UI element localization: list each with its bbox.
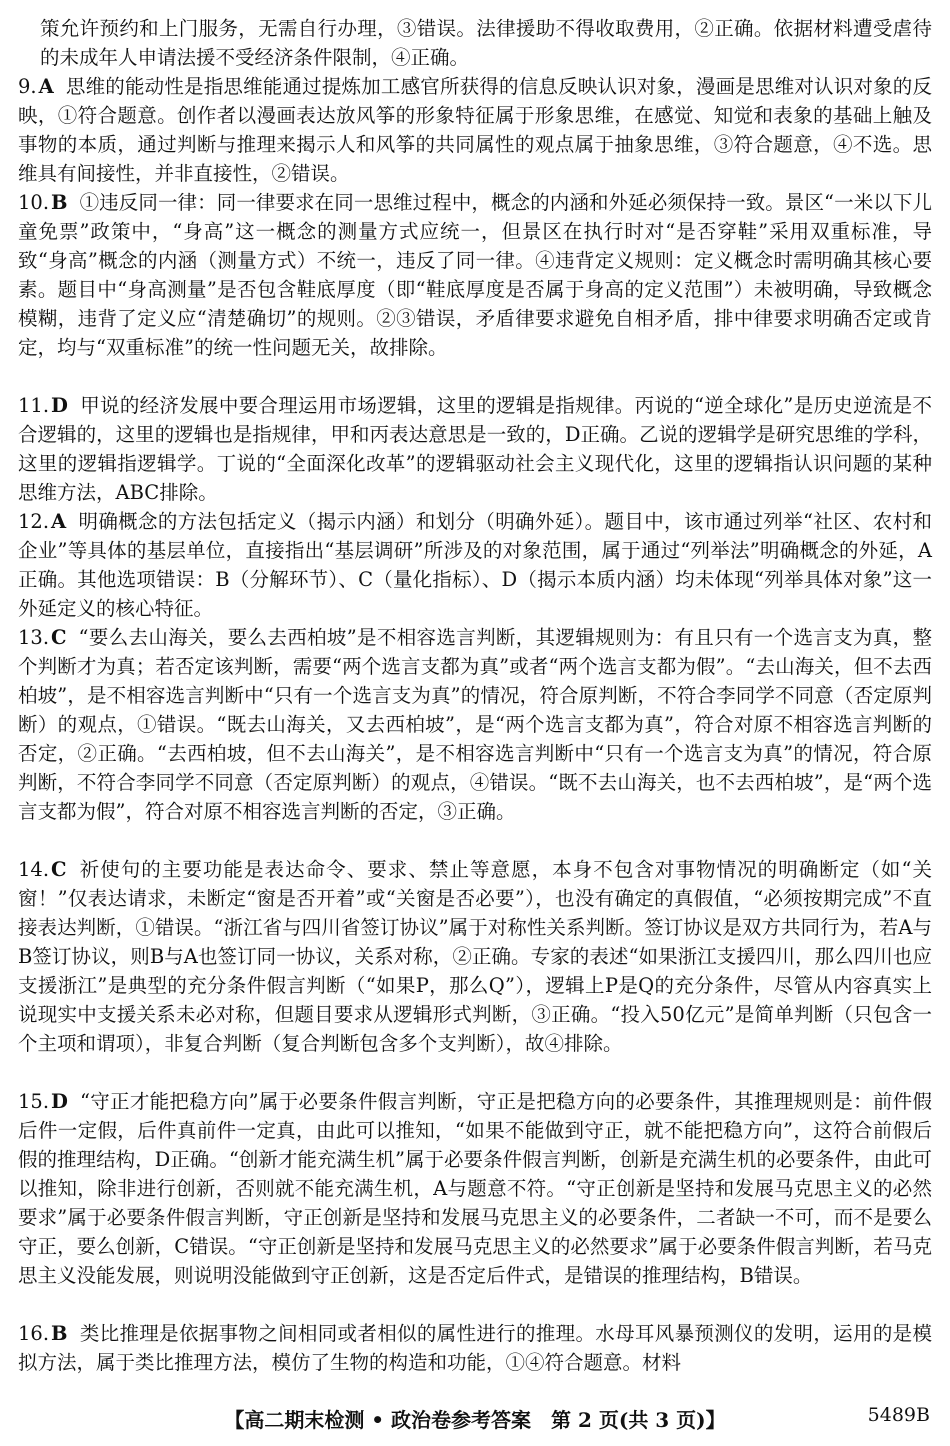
footer-code: 5489B: [867, 1404, 930, 1426]
explanation-text: 类比推理是依据事物之间相同或者相似的属性进行的推理。水母耳风暴预测仪的发明，运用的是模拟方法，属于类比推理方法，模仿了生物的构造和功能，①④符合题意。材料: [18, 1322, 932, 1374]
explanation-text: “守正才能把稳方向”属于必要条件假言判断，守正是把稳方向的必要条件，其推理规则是：前件假后件一定假，后件真前件一定真，由此可以推知，“如果不能做到守正，就不能把稳方向”，这符合前假后假的推理结构，D正确。“创新才能充满生机”属于必要条件假言判断，创新是充满生机的必要条件，由此可以推知，除非进行创新，否则就不能充满生机，A与题意不符。“守正创新是坚持和发展马克思主义的必然要求”属于必要条件假言判断，守正创新是坚持和发展马克思主义的必要条件，二者缺一不可，而不是要么守正，要么创新，C错误。“守正创新是坚持和发展马克思主义的必然要求”属于必要条件假言判断，若马克思主义没能发展，则说明没能做到守正创新，这是否定后件式，是错误的推理结构，B错误。: [18, 1090, 932, 1287]
answer-letter: C: [51, 858, 67, 881]
answer-letter: B: [51, 191, 68, 214]
explanation-text: 甲说的经济发展中要合理运用市场逻辑，这里的逻辑是指规律。丙说的“逆全球化”是历史逆流是不合逻辑的，这里的逻辑也是指规律，甲和丙表达意思是一致的，D正确。乙说的逻辑学是研究思维的学科，这里的逻辑指逻辑学。丁说的“全面深化改革”的逻辑驱动社会主义现代化，这里的逻辑指认识问题的某种思维方法，ABC排除。: [18, 394, 932, 504]
answer-letter: D: [51, 394, 68, 417]
answer-item-15: [18, 1087, 932, 1290]
explanation-text: ①违反同一律：同一律要求在同一思维过程中，概念的内涵和外延必须保持一致。景区“一米以下儿童免票”政策中，“身高”这一概念的测量方式应统一，但景区在执行时对“是否穿鞋”采用双重标准，导致“身高”概念的内涵（测量方式）不统一，违反了同一律。④违背定义规则：定义概念时需明确其核心要素。题目中“身高测量”是否包含鞋底厚度（即“鞋底厚度是否属于身高的定义范围”）未被明确，导致概念模糊，违背了定义应“清楚确切”的规则。②③错误，矛盾律要求避免自相矛盾，排中律要求明确否定或肯定，均与“双重标准”的统一性问题无关，故排除。: [18, 191, 932, 359]
answer-letter: D: [51, 1090, 68, 1113]
answer-item-11: [18, 391, 932, 507]
question-number: 11.: [18, 394, 50, 417]
answer-item-10: [18, 188, 932, 362]
question-number: 10.: [18, 191, 50, 214]
explanation-text: 祈使句的主要功能是表达命令、要求、禁止等意愿，本身不包含对事物情况的明确断定（如“关窗！”仅表达请求，未断定“窗是否开着”或“关窗是否必要”），也没有确定的真假值，“必须按期完成”不直接表达判断，①错误。“浙江省与四川省签订协议”属于对称性关系判断。签订协议是双方共同行为，若A与B签订协议，则B与A也签订同一协议，关系对称，②正确。专家的表述“如果浙江支援四川，那么四川也应支援浙江”是典型的充分条件假言判断（“如果P，那么Q”），逻辑上P是Q的充分条件，尽管从内容真实上说现实中支援关系未必对称，但题目要求从逻辑形式判断，③正确。“投入50亿元”是简单判断（只包含一个主项和谓项），非复合判断（复合判断包含多个支判断），故④排除。: [18, 858, 932, 1055]
answer-letter: A: [51, 510, 67, 533]
question-number: 12.: [18, 510, 50, 533]
question-number: 13.: [18, 626, 50, 649]
explanation-text: 明确概念的方法包括定义（揭示内涵）和划分（明确外延）。题目中，该市通过列举“社区、农村和企业”等具体的基层单位，直接指出“基层调研”所涉及的对象范围，属于通过“列举法”明确概念的外延，A正确。其他选项错误：B（分解环节）、C（量化指标）、D（揭示本质内涵）均未体现“列举具体对象”这一外延定义的核心特征。: [18, 510, 932, 620]
answer-letter: B: [51, 1322, 68, 1345]
continuation-paragraph: 策允许预约和上门服务，无需自行办理，③错误。法律援助不得收取费用，②正确。依据材料遭受虐待的未成年人申请法援不受经济条件限制，④正确。: [40, 17, 932, 69]
question-number: 15.: [18, 1090, 50, 1113]
answer-item-13: [18, 623, 932, 826]
explanation-text: 思维的能动性是指思维能通过提炼加工感官所获得的信息反映认识对象，漫画是思维对认识对象的反映，①符合题意。创作者以漫画表达放风筝的形象特征属于形象思维，在感觉、知觉和表象的基础上触及事物的本质，通过判断与推理来揭示人和风筝的共同属性的观点属于抽象思维，③符合题意，④不选。思维具有间接性，并非直接性，②错误。: [18, 75, 932, 185]
answer-item-12: [18, 507, 932, 623]
answer-item-16: [18, 1319, 932, 1377]
answer-item-9: [18, 72, 932, 188]
explanation-text: “要么去山海关，要么去西柏坡”是不相容选言判断，其逻辑规则为：有且只有一个选言支为真，整个判断才为真；若否定该判断，需要“两个选言支都为真”或者“两个选言支都为假”。“去山海关，但不去西柏坡”，是不相容选言判断中“只有一个选言支为真”的情况，符合原判断，不符合李同学不同意（否定原判断）的观点，①错误。“既去山海关，又去西柏坡”，是“两个选言支都为真”，符合对原不相容选言判断的否定，②正确。“去西柏坡，但不去山海关”，是不相容选言判断中“只有一个选言支为真”的情况，符合原判断，不符合李同学不同意（否定原判断）的观点，④错误。“既不去山海关，也不去西柏坡”，是“两个选言支都为假”，符合对原不相容选言判断的否定，③正确。: [18, 626, 932, 823]
page-footer: [0, 1404, 950, 1434]
question-number: 14.: [18, 858, 50, 881]
answer-item-14: [18, 855, 932, 1058]
question-number: 9.: [18, 75, 37, 98]
answer-letter: C: [51, 626, 67, 649]
question-number: 16.: [18, 1322, 50, 1345]
answer-letter: A: [38, 75, 54, 98]
footer-title: 【高二期末检测 • 政治卷参考答案 第 2 页(共 3 页)】: [224, 1408, 726, 1432]
